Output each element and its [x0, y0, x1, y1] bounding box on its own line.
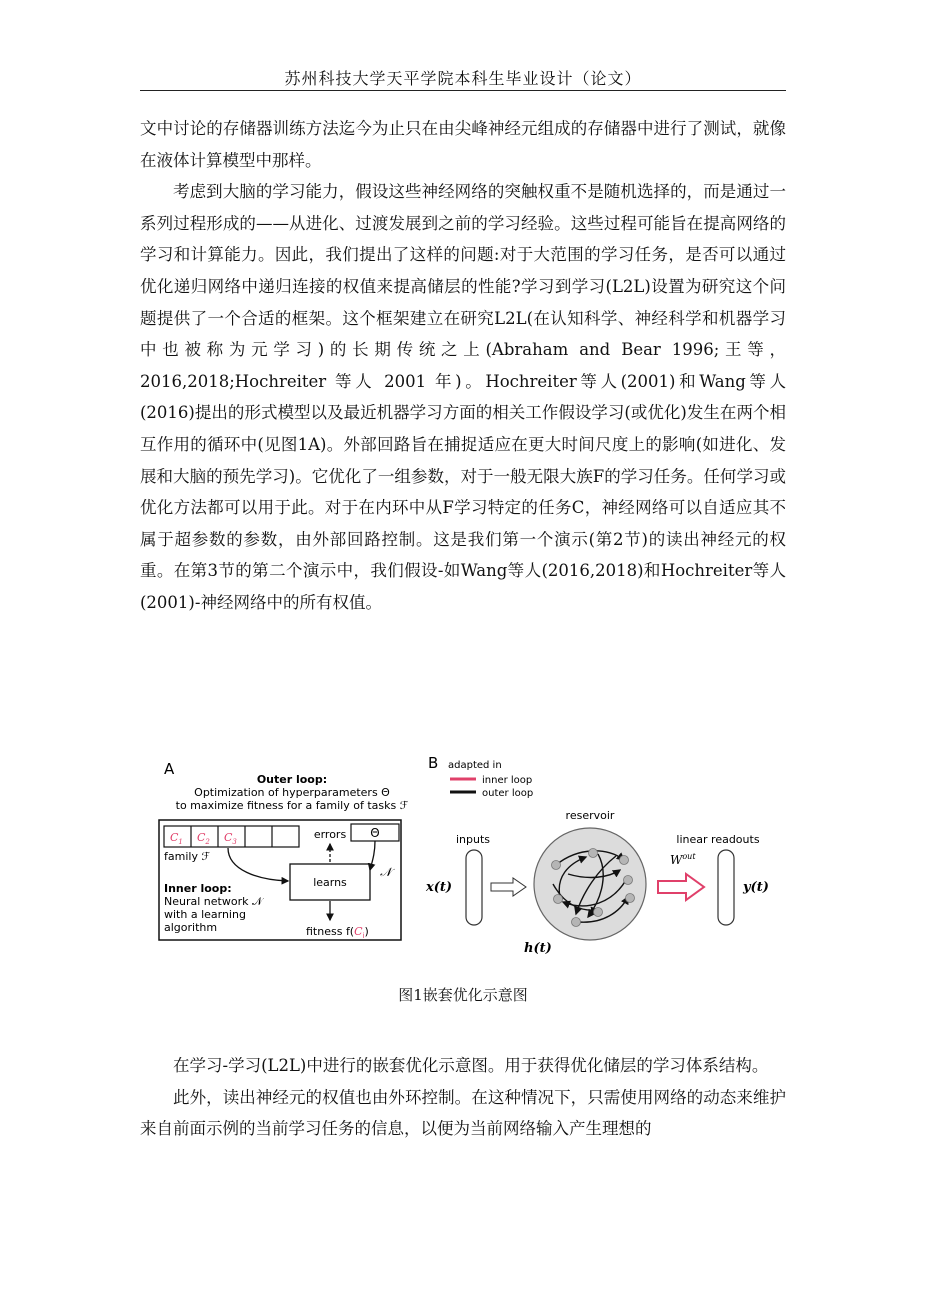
reservoir-label: reservoir [565, 809, 615, 822]
header-divider [140, 90, 786, 91]
legend-outer-label: outer loop [482, 788, 534, 799]
task-family-cells [164, 826, 299, 847]
legend-inner-label: inner loop [482, 775, 533, 786]
lower-text [140, 1050, 786, 1145]
panel-a-label: A [164, 760, 175, 778]
inner-loop-title: Inner loop: [164, 882, 232, 895]
readout-layer [718, 850, 734, 925]
inputs-label: inputs [455, 833, 491, 846]
outer-loop-title: Outer loop: [256, 773, 328, 786]
hidden-h-label: h(t) [524, 941, 552, 956]
page-header: 苏州科技大学天平学院本科生毕业设计（论文） [284, 69, 642, 88]
task-c1: $C_1$ [170, 831, 183, 846]
readout-arrow [658, 874, 704, 900]
input-layer [466, 850, 482, 925]
linear-readouts-label: linear readouts [676, 833, 760, 846]
task-c2: $C_2$ [197, 831, 210, 846]
panel-a [159, 760, 409, 940]
legend-adapted-in: adapted in [448, 760, 502, 771]
paragraph-2: 考虑到大脑的学习能力，假设这些神经网络的突触权重不是随机选择的，而是通过一系列过程形成的——从进化、过渡发展到之前的学习经验。这些过程可能旨在提高网络的学习和计算能力。因此，我们提出了这样的问题:对于大范围的学习任务，是否可以通过优化递归网络中递归连接的权值来提高储层的性能?学习到学习(L2L)设置为研究这个问题提供了一个合适的框架。这个框架建立在研究L2L(在认知科学、神经科学和机器学习中也被称为元学习)的长期传统之上(Abraham and Bear 1996;王等，2016,2018;Hochreiter 等人 2001 年)。Hochreiter等人(2001)和Wang等人(2016)提出的形式模型以及最近机器学习方面的相关工作假设学习(或优化)发生在两个相互作用的循环中(见图1A)。外部回路旨在捕捉适应在更大时间尺度上的影响(如进化、发展和大脑的预先学习)。它优化了一组参数，对于一般无限大族F的学习任务。任何学习或优化方法都可以用于此。对于在内环中从F学习特定的任务C，神经网络可以自适应其不属于超参数的参数，由外部回路控制。这是我们第一个演示(第2节)的读出神经元的权重。在第3节的第二个演示中，我们假设-如Wang等人(2016,2018)和Hochreiter等人(2001)-神经网络中的所有权值。 [140, 182, 786, 612]
output-y-label: y(t) [743, 880, 769, 895]
task-c3: $C_3$ [224, 831, 237, 846]
input-arrow [491, 878, 526, 896]
main-text [140, 113, 786, 619]
learns-label: learns [313, 876, 347, 889]
network-symbol: 𝒩 [380, 865, 392, 879]
inner-loop-line-1: Neural network 𝒩 [164, 895, 263, 908]
input-x-label: x(t) [426, 880, 453, 895]
theta-arrow [370, 841, 375, 870]
inner-loop-line-2: with a learning [164, 908, 246, 921]
family-label: family ℱ [164, 850, 211, 863]
errors-label: errors [313, 828, 347, 841]
theta-symbol: Θ [370, 826, 380, 840]
panel-b [425, 754, 769, 956]
panel-b-label: B [428, 754, 439, 772]
paragraph-4: 此外，读出神经元的权值也由外环控制。在这种情况下，只需使用网络的动态来维护来自前面示例的当前学习任务的信息，以便为当前网络输入产生理想的 [140, 1087, 786, 1139]
inner-loop-line-3: algorithm [164, 921, 218, 934]
fitness-label: fitness $f(C_i)$ [306, 925, 369, 940]
w-out-label: $W^{out}$ [670, 852, 696, 867]
paragraph-3: 在学习-学习(L2L)中进行的嵌套优化示意图。用于获得优化储层的学习体系结构。 [173, 1056, 769, 1075]
outer-loop-line-1: Optimization of hyperparameters Θ [194, 786, 390, 799]
task-to-learns-arrow [228, 848, 288, 881]
outer-loop-line-2: to maximize fitness for a family of tasks ℱ [175, 799, 409, 812]
paragraph-1: 文中讨论的存储器训练方法迄今为止只在由尖峰神经元组成的存储器中进行了测试，就像在液体计算模型中那样。 [140, 119, 786, 170]
figure-caption: 图1嵌套优化示意图 [398, 986, 528, 1004]
figure-nested-optimization [158, 752, 778, 956]
